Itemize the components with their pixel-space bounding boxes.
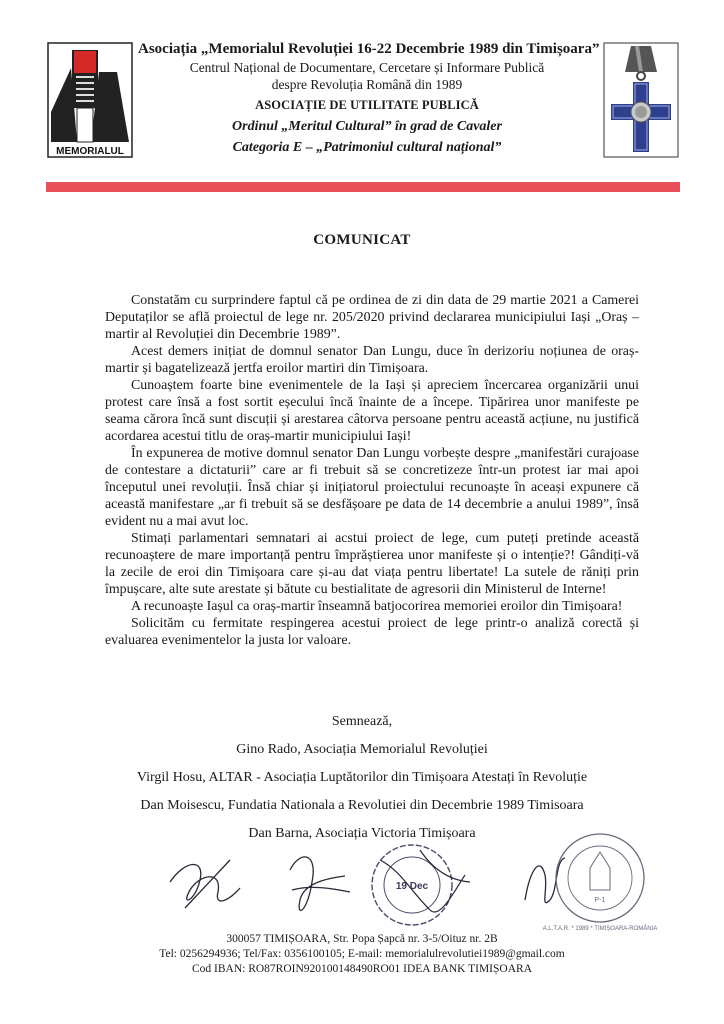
round-stamp-middle: [372, 845, 452, 925]
footer-address: 300057 TIMIȘOARA, Str. Popa Șapcă nr. 3-5/Oituz nr. 2B: [226, 933, 498, 945]
handwritten-signature: [290, 857, 350, 911]
handwritten-signature: [380, 850, 470, 912]
stamp-code: P-1: [594, 897, 606, 904]
paragraph: A recunoaște Iașul ca oraș-martir înseamnă batjocorirea memoriei eroilor din Timișoara!: [131, 599, 623, 614]
signer-line: Virgil Hosu, ALTAR - Asociația Luptătorilor din Timișoara Atestați în Revoluție: [136, 770, 588, 785]
logo-text: MEMORIALUL: [56, 146, 124, 157]
public-utility-label: ASOCIAȚIE DE UTILITATE PUBLICĂ: [255, 98, 479, 112]
signer-line: Dan Barna, Asociația Victoria Timișoara: [248, 826, 476, 841]
memorial-logo-icon: [47, 42, 133, 158]
letterhead: [138, 40, 600, 156]
signature-label: Semnează,: [331, 714, 393, 729]
footer-iban: Cod IBAN: RO87ROIN920100148490RO01 IDEA BANK TIMIȘOARA: [191, 963, 532, 975]
round-stamp-altar: [543, 834, 658, 932]
document-title: COMUNICAT: [313, 232, 411, 248]
paragraph: Constatăm cu surprindere faptul că pe ordinea de zi din data de 29 martie 2021 a Camerei Deputaților se află proiectul de lege nr. 205/2020 privind declararea municipiului Iași „Oraș – martir al Revoluției din Decembrie 1989”.: [105, 293, 639, 342]
paragraph: Cunoaștem foarte bine evenimentele de la Iași și apreciem încercarea organizării unui protest care însă a fost sortit eșecului încă înainte de a începe. Tipărirea unor manifeste pe seama cărora încă sunt discuții și arestarea câtorva persoane pentru această acțiune, nu justifică acordarea acestui titlu de oraș-martir municipiului Iași!: [105, 378, 639, 444]
handwritten-signature: [525, 858, 565, 903]
center-name-line2: despre Revoluția Română din 1989: [271, 77, 463, 92]
stamp-date: 19 Dec: [395, 881, 429, 892]
organization-name: Asociația „Memorialul Revoluției 16-22 Decembrie 1989 din Timișoara”: [138, 41, 600, 57]
stamp-ring-text: A.L.T.A.R. * 1989 * TIMIȘOARA-ROMÂNIA: [542, 926, 658, 932]
paragraph: Solicităm cu fermitate respingerea acestui proiect de lege printr-o analiză corectă și evaluarea evenimentelor la justa lor valoare.: [105, 616, 639, 648]
footer-contact: Tel: 0256294936; Tel/Fax: 0356100105; E-mail: memorialulrevolutiei1989@gmail.com: [159, 948, 565, 960]
signer-line: Gino Rado, Asociația Memorialul Revoluției: [236, 742, 488, 757]
order-line1: Ordinul „Meritul Cultural” în grad de Cavaler: [232, 119, 502, 134]
paragraph: Acest demers inițiat de domnul senator Dan Lungu, duce în derizoriu noțiunea de oraș-martir și bagatelizează jertfa eroilor martiri din Timișoara.: [105, 344, 639, 376]
handwritten-signature: [170, 860, 240, 908]
paragraph: În expunerea de motive domnul senator Dan Lungu vorbește despre „manifestări curajoase de contestare a dictaturii” care ar fi trebuit să se concretizeze într-un protest iar mai apoi începutul unei revoluții. Însă chiar și inițiatorul proiectului recunoaște în aceași expunere că această manifestare „ar fi trebuit să se desfășoare pe data de 14 decembrie a anului 1989”, însă evident nu a mai avut loc.: [105, 446, 639, 529]
document-body: [105, 292, 639, 649]
paragraph: Stimați parlamentari semnatari ai acstui proiect de lege, cum puteți pretinde această recunoaștere de mare importanță pentru împrăștierea unor manifeste și o intenție?! Gândiți-vă la zecile de eroi din Timișoara care și-au dat viața pentru libertate! La sutele de răniți prin împușcare, alte sute arestate și bătute cu bestialitate de agresorii din Ministerul de Interne!: [105, 531, 639, 597]
signatures-area: [0, 830, 724, 940]
memorial-logo: [47, 42, 133, 158]
header-accent-bar: [46, 182, 680, 192]
signer-line: Dan Moisescu, Fundatia Nationala a Revolutiei din Decembrie 1989 Timisoara: [140, 798, 584, 813]
document-footer: [0, 932, 724, 977]
merit-cross-medal-icon: [603, 42, 679, 158]
merit-cross-medal: [603, 42, 679, 158]
order-line2: Categoria E – „Patrimoniul cultural național”: [232, 140, 502, 155]
center-name-line1: Centrul Național de Documentare, Cercetare și Informare Publică: [189, 60, 545, 75]
